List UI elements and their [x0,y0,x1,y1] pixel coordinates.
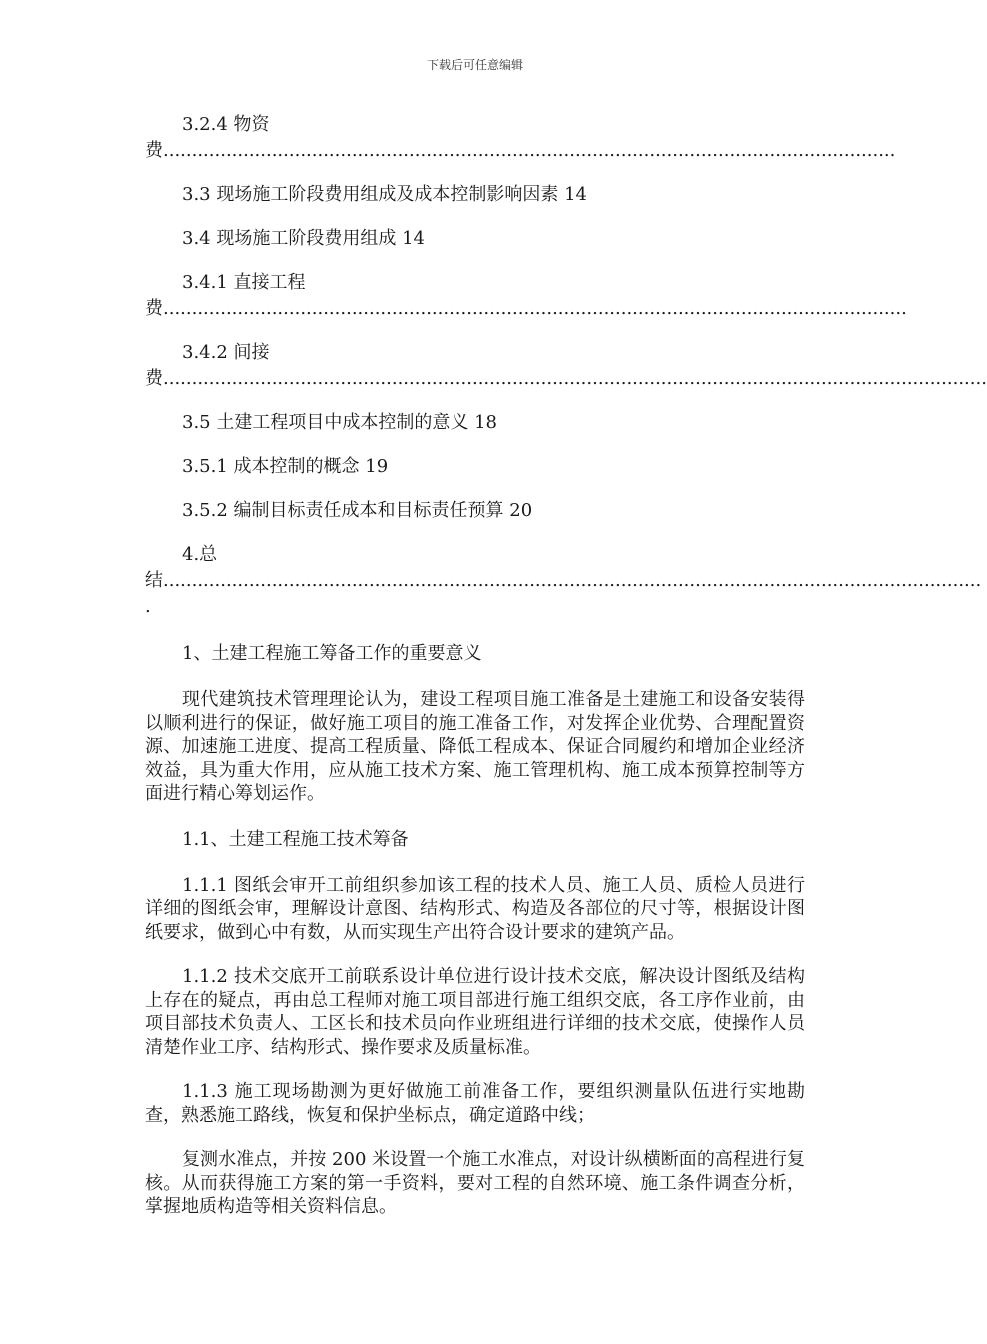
paragraph-1-1-2: 1.1.2 技术交底开工前联系设计单位进行设计技术交底，解决设计图纸及结构上存在的疑点，再由总工程师对施工项目部进行施工组织交底，各工序作业前，由项目部技术负责人、工区长和技术员向作业班组进行详细的技术交底，使操作人员清楚作业工序、结构形式、操作要求及质量标准。 [145,966,805,1058]
toc-cont-char: 结 [145,570,163,591]
paragraph-1-1-1: 1.1.1 图纸会审开工前组织参加该工程的技术人员、施工人员、质检人员进行详细的图纸会审，理解设计意图、结构形式、构造及各部位的尺寸等，根据设计图纸要求，做到心中有数，从而实现生产出符合设计要求的建筑产品。 [145,874,805,943]
paragraph-benchmark: 复测水准点，并按 200 米设置一个施工水准点，对设计纵横断面的高程进行复核。从而获得施工方案的第一手资料，要对工程的自然环境、施工条件调查分析，掌握地质构造等相关资料信息。 [145,1149,805,1217]
toc-entry-3-4[interactable]: 3.4 现场施工阶段费用组成 14 [182,228,425,249]
paragraph-1-1-3: 1.1.3 施工现场勘测为更好做施工前准备工作，要组织测量队伍进行实地勘查，熟悉施工路线，恢复和保护坐标点，确定道路中线； [145,1081,805,1126]
toc-leader-dots: ................................................................................................................................................ [163,368,987,389]
toc-entry-3-2-4[interactable] [145,112,896,164]
toc-cont-char: 费 [145,368,163,389]
toc-entry-3-5-2[interactable]: 3.5.2 编制目标责任成本和目标责任预算 20 [182,500,533,521]
toc-trailing-dot: . [145,596,151,617]
toc-continuation [145,138,896,164]
section-1-heading: 1、土建工程施工筹备工作的重要意义 [182,643,482,664]
toc-entry-3-3[interactable]: 3.3 现场施工阶段费用组成及成本控制影响因素 14 [182,184,587,205]
toc-continuation [145,296,907,322]
document-content [145,112,987,1219]
toc-title: 3.2.4 物资 [182,114,270,135]
toc-title: 3.4.1 直接工程 [182,272,306,293]
toc-title: 4.总 [182,544,218,565]
toc-leader-dots: ................................................................................................................................ [163,140,896,161]
section-1-1-heading: 1.1、土建工程施工技术筹备 [182,828,409,850]
toc-cont-char: 费 [145,298,163,319]
toc-entry-3-5-1[interactable]: 3.5.1 成本控制的概念 19 [182,456,389,477]
toc-continuation [145,366,987,392]
toc-leader-dots: .................................................................................................................................. [163,298,907,319]
page-header: 下载后可任意编辑 [426,58,523,72]
toc-entry-3-4-2[interactable] [145,340,987,392]
toc-entry-3-5[interactable]: 3.5 土建工程项目中成本控制的意义 18 [182,412,497,433]
toc-leader-dots: ............................................................................................................................................... [163,570,982,591]
toc-title: 3.4.2 间接 [182,342,270,363]
section-1-paragraph: 现代建筑技术管理理论认为，建设工程项目施工准备是土建施工和设备安装得以顺利进行的保证，做好施工项目的施工准备工作，对发挥企业优势、合理配置资源、加速施工进度、提高工程质量、降低工程成本、保证合同履约和增加企业经济效益，具为重大作用，应从施工技术方案、施工管理机构、施工成本预算控制等方面进行精心筹划运作。 [145,689,805,804]
toc-continuation [145,568,982,594]
toc-cont-char: 费 [145,140,163,161]
toc-entry-3-4-1[interactable] [145,270,907,322]
toc-entry-4[interactable] [145,542,982,620]
